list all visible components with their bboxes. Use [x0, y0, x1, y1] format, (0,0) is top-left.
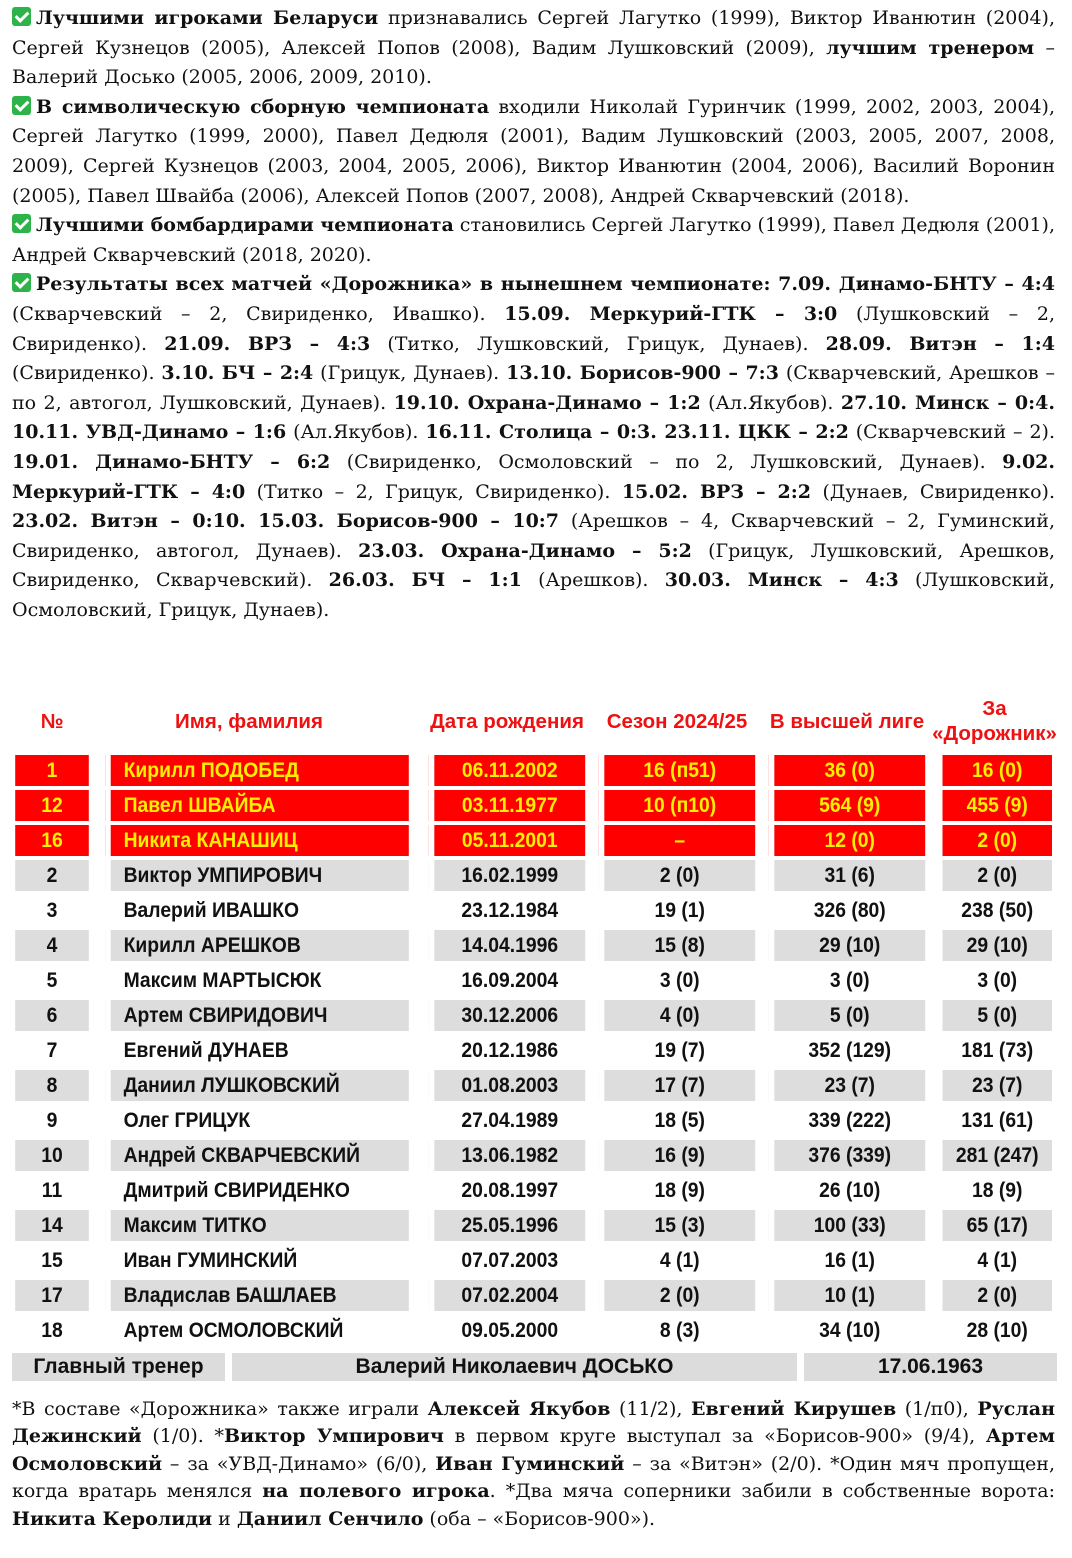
birth-date: 05.11.2001 — [429, 825, 585, 856]
player-number: 18 — [15, 1315, 89, 1346]
player-number: 5 — [15, 965, 89, 996]
birth-date: 06.11.2002 — [429, 755, 585, 786]
bold-text: Руслан Дежинский — [12, 1398, 1055, 1448]
bold-text: 23.02. Витэн – 0:10. 15.03. Борисов-900 – 10:7 — [12, 510, 560, 533]
bold-text: 3.10. БЧ – 2:4 — [161, 362, 314, 385]
season-stats: 18 (5) — [599, 1105, 755, 1136]
top-league-stats: 100 (33) — [769, 1210, 925, 1241]
birth-date: 20.08.1997 — [429, 1175, 585, 1206]
text-run: в первом круге выступал за «Борисов-900» (9/4), — [443, 1425, 986, 1448]
header-for-club: За «Дорожник» — [932, 697, 1057, 745]
club-stats: 65 (17) — [937, 1210, 1052, 1241]
top-league-stats: 23 (7) — [769, 1070, 925, 1101]
bold-text: Лучшими игроками Беларуси — [36, 7, 379, 29]
bold-text: 15.02. ВРЗ – 2:2 — [621, 480, 811, 503]
roster-body — [12, 755, 1057, 1346]
player-name: Дмитрий СВИРИДЕНКО — [105, 1175, 409, 1206]
season-stats: 10 (п10) — [599, 790, 755, 821]
season-stats: 4 (0) — [599, 1000, 755, 1031]
bold-text: 9.02. Меркурий-ГТК – 4:0 — [12, 450, 1056, 503]
player-number: 7 — [15, 1035, 89, 1066]
bold-text: 28.09. Витэн – 1:4 — [825, 332, 1056, 355]
player-name: Максим МАРТЫСЮК — [105, 965, 409, 996]
text-run: . *Два мяча соперники забили в собственные ворота: — [489, 1480, 1055, 1503]
bold-text: 21.09. ВРЗ – 4:3 — [164, 332, 371, 355]
table-row — [12, 1070, 1057, 1101]
bold-text: Даниил Сенчило — [236, 1507, 424, 1530]
table-row — [12, 1140, 1057, 1171]
player-number: 9 — [15, 1105, 89, 1136]
player-number: 8 — [15, 1070, 89, 1101]
text-run: – Валерий Досько (2005, 2006, 2009, 2010). — [12, 36, 1055, 89]
season-stats: 17 (7) — [599, 1070, 755, 1101]
birth-date: 16.09.2004 — [429, 965, 585, 996]
club-stats: 131 (61) — [937, 1105, 1052, 1136]
text-run: *В составе «Дорожника» также играли — [12, 1398, 428, 1420]
club-stats: 29 (10) — [937, 930, 1052, 961]
table-row — [12, 1245, 1057, 1276]
club-stats: 28 (10) — [937, 1315, 1052, 1346]
article-text — [12, 4, 1055, 625]
birth-date: 07.02.2004 — [429, 1280, 585, 1311]
top-league-stats: 12 (0) — [769, 825, 925, 856]
top-league-stats: 26 (10) — [769, 1175, 925, 1206]
player-number: 16 — [15, 825, 89, 856]
top-league-stats: 376 (339) — [769, 1140, 925, 1171]
club-stats: 3 (0) — [937, 965, 1052, 996]
bold-text: Никита Керолиди — [12, 1507, 213, 1530]
player-number: 12 — [15, 790, 89, 821]
player-name: Валерий ИВАШКО — [105, 895, 409, 926]
season-stats: 18 (9) — [599, 1175, 755, 1206]
player-number: 2 — [15, 860, 89, 891]
bold-text: Артем Осмоловский — [12, 1425, 1055, 1475]
birth-date: 13.06.1982 — [429, 1140, 585, 1171]
player-number: 6 — [15, 1000, 89, 1031]
player-number: 4 — [15, 930, 89, 961]
bold-text: Виктор Умпирович — [223, 1425, 444, 1448]
player-name: Павел ШВАЙБА — [105, 790, 409, 821]
top-league-stats: 10 (1) — [769, 1280, 925, 1311]
table-row — [12, 1315, 1057, 1346]
text-run: (Титко – 2, Грицук, Свириденко). — [245, 480, 622, 503]
player-name: Виктор УМПИРОВИЧ — [105, 860, 409, 891]
top-league-stats: 339 (222) — [769, 1105, 925, 1136]
text-run: входили Николай Гуринчик (1999, 2002, 2003, 2004), Сергей Лагутко (1999, 2000), Павел Дедюля (2001), Вадим Лушковский (2003, 2005, 2007, 2008, 2009), Сергей Кузнецов (2003, 2004, 2005, 2006), Виктор Иванютин (2004, 2006), Василий Воронин (2005), Павел Швайба (2006), Алексей Попов (2007, 2008), Андрей Скварчевский (2018). — [12, 95, 1055, 207]
text-run: (Скварчевский – 2, Свириденко, Ивашко). — [12, 302, 505, 325]
club-stats: 16 (0) — [937, 755, 1052, 786]
club-stats: 4 (1) — [937, 1245, 1052, 1276]
text-run: – за «УВД-Динамо» (6/0), — [162, 1452, 436, 1475]
text-run: (Ал.Якубов). — [700, 391, 841, 414]
table-row — [12, 965, 1057, 996]
coach-row — [12, 1353, 1057, 1381]
paragraph-match-results — [12, 270, 1055, 625]
top-league-stats: 5 (0) — [769, 1000, 925, 1031]
club-stats: 5 (0) — [937, 1000, 1052, 1031]
club-stats: 2 (0) — [937, 825, 1052, 856]
bold-text: Евгений Кирушев — [691, 1398, 897, 1420]
text-run: (Свириденко, Осмоловский – по 2, Лушковский, Дунаев). — [330, 450, 1003, 473]
season-stats: 2 (0) — [599, 1280, 755, 1311]
top-league-stats: 16 (1) — [769, 1245, 925, 1276]
birth-date: 03.11.1977 — [429, 790, 585, 821]
check-icon — [12, 7, 31, 26]
birth-date: 23.12.1984 — [429, 895, 585, 926]
birth-date: 30.12.2006 — [429, 1000, 585, 1031]
birth-date: 01.08.2003 — [429, 1070, 585, 1101]
bold-text: В символическую сборную чемпионата — [36, 95, 490, 118]
player-name: Кирилл АРЕШКОВ — [105, 930, 409, 961]
club-stats: 281 (247) — [937, 1140, 1052, 1171]
club-stats: 2 (0) — [937, 860, 1052, 891]
bold-text: Результаты всех матчей «Дорожника» в нынешнем чемпионате: 7.09. Динамо-БНТУ – 4:4 — [36, 273, 1055, 296]
text-run: (Ал.Якубов). — [286, 421, 426, 444]
player-name: Евгений ДУНАЕВ — [105, 1035, 409, 1066]
season-stats: – — [599, 825, 755, 856]
table-row — [12, 790, 1057, 821]
bold-text: Алексей Якубов — [427, 1398, 611, 1420]
top-league-stats: 34 (10) — [769, 1315, 925, 1346]
header-dob: Дата рождения — [430, 709, 584, 733]
bold-text: Лучшими бомбардирами чемпионата — [36, 214, 454, 237]
birth-date: 07.07.2003 — [429, 1245, 585, 1276]
coach-label: Главный тренер — [12, 1353, 225, 1381]
bold-text: 19.10. Охрана-Динамо – 1:2 — [393, 391, 701, 414]
check-icon — [12, 273, 31, 292]
birth-date: 25.05.1996 — [429, 1210, 585, 1241]
paragraph-top-scorers — [12, 211, 1055, 270]
birth-date: 27.04.1989 — [429, 1105, 585, 1136]
top-league-stats: 29 (10) — [769, 930, 925, 961]
club-stats: 2 (0) — [937, 1280, 1052, 1311]
season-stats: 4 (1) — [599, 1245, 755, 1276]
season-stats: 15 (8) — [599, 930, 755, 961]
paragraph-best-players — [12, 4, 1055, 93]
top-league-stats: 326 (80) — [769, 895, 925, 926]
season-stats: 19 (1) — [599, 895, 755, 926]
table-row — [12, 860, 1057, 891]
table-header-row — [12, 694, 1057, 751]
player-number: 11 — [15, 1175, 89, 1206]
text-run: (Грицук, Дунаев). — [313, 362, 507, 385]
table-row — [12, 1105, 1057, 1136]
table-row — [12, 1175, 1057, 1206]
player-name: Иван ГУМИНСКИЙ — [105, 1245, 409, 1276]
text-run: (Арешков). — [521, 569, 665, 592]
table-row — [12, 930, 1057, 961]
text-run: признавались Сергей Лагутко (1999), Виктор Иванютин (2004), Сергей Кузнецов (2005), Алексей Попов (2008), Вадим Лушковский (2009), — [12, 7, 1056, 59]
bold-text: 27.10. Минск – 0:4. 10.11. УВД-Динамо – 1:6 — [12, 391, 1055, 444]
club-stats: 181 (73) — [937, 1035, 1052, 1066]
top-league-stats: 36 (0) — [769, 755, 925, 786]
season-stats: 16 (п51) — [599, 755, 755, 786]
player-number: 1 — [15, 755, 89, 786]
season-stats: 8 (3) — [599, 1315, 755, 1346]
header-name: Имя, фамилия — [175, 709, 323, 733]
top-league-stats: 31 (6) — [769, 860, 925, 891]
player-name: Никита КАНАШИЦ — [105, 825, 409, 856]
season-stats: 2 (0) — [599, 860, 755, 891]
text-run: – за «Витэн» (2/0). *Один мяч пропущен, когда вратарь менялся — [12, 1452, 1055, 1503]
season-stats: 16 (9) — [599, 1140, 755, 1171]
player-name: Даниил ЛУШКОВСКИЙ — [105, 1070, 409, 1101]
club-stats: 23 (7) — [937, 1070, 1052, 1101]
table-row — [12, 895, 1057, 926]
table-row — [12, 1000, 1057, 1031]
player-name: Олег ГРИЦУК — [105, 1105, 409, 1136]
season-stats: 19 (7) — [599, 1035, 755, 1066]
text-run: (оба – «Борисов-900»). — [423, 1507, 656, 1530]
bold-text: 16.11. Столица – 0:3. 23.11. ЦКК – 2:2 — [425, 421, 849, 444]
header-top-league: В высшей лиге — [769, 709, 925, 733]
paragraph-symbolic-team — [12, 93, 1055, 211]
check-icon — [12, 214, 31, 233]
top-league-stats: 564 (9) — [769, 790, 925, 821]
bold-text: 26.03. БЧ – 1:1 — [328, 569, 522, 592]
player-name: Артем СВИРИДОВИЧ — [105, 1000, 409, 1031]
header-season: Сезон 2024/25 — [606, 709, 748, 733]
birth-date: 20.12.1986 — [429, 1035, 585, 1066]
header-num: № — [40, 709, 64, 733]
text-run: (1/п0), — [896, 1398, 978, 1420]
birth-date: 14.04.1996 — [429, 930, 585, 961]
table-row — [12, 825, 1057, 856]
club-stats: 18 (9) — [937, 1175, 1052, 1206]
text-run: (Грицук, Лушковский, Арешков, Свириденко, Скварчевский). — [12, 539, 1056, 592]
player-number: 10 — [15, 1140, 89, 1171]
text-run: (1/0). * — [141, 1425, 224, 1448]
bold-text: лучшим тренером — [826, 36, 1035, 59]
text-run: (Дунаев, Свириденко). — [811, 480, 1055, 503]
coach-dob: 17.06.1963 — [804, 1353, 1057, 1381]
player-name: Владислав БАШЛАЕВ — [105, 1280, 409, 1311]
player-number: 17 — [15, 1280, 89, 1311]
text-run: (Арешков – 4, Скварчевский – 2, Гуминский, Свириденко, автогол, Дунаев). — [12, 510, 1055, 562]
footnotes — [12, 1396, 1055, 1533]
bold-text: 23.03. Охрана-Динамо – 5:2 — [358, 539, 692, 562]
table-row — [12, 1280, 1057, 1311]
bold-text: 15.09. Меркурий-ГТК – 3:0 — [504, 302, 838, 325]
player-number: 14 — [15, 1210, 89, 1241]
bold-text: Иван Гуминский — [435, 1452, 625, 1475]
check-icon — [12, 96, 31, 115]
text-run: (Лушковский – 2, Свириденко). — [12, 302, 1055, 355]
player-number: 3 — [15, 895, 89, 926]
table-row — [12, 755, 1057, 786]
text-run: (Лушковский, Осмоловский, Грицук, Дунаев). — [12, 569, 1056, 621]
text-run: (Свириденко). — [12, 362, 162, 385]
season-stats: 3 (0) — [599, 965, 755, 996]
text-run: (Скварчевский, Арешков – по 2, автогол, Лушковский, Дунаев). — [12, 362, 1055, 414]
top-league-stats: 3 (0) — [769, 965, 925, 996]
text-run: (Титко, Лушковский, Грицук, Дунаев). — [370, 332, 826, 355]
text-run: и — [212, 1507, 237, 1530]
player-name: Андрей СКВАРЧЕВСКИЙ — [105, 1140, 409, 1171]
table-row — [12, 1035, 1057, 1066]
bold-text: на полевого игрока — [262, 1480, 490, 1503]
top-league-stats: 352 (129) — [769, 1035, 925, 1066]
text-run: становились Сергей Лагутко (1999), Павел Дедюля (2001), Андрей Скварчевский (2018, 2020). — [12, 214, 1056, 266]
player-name: Кирилл ПОДОБЕД — [105, 755, 409, 786]
birth-date: 09.05.2000 — [429, 1315, 585, 1346]
club-stats: 238 (50) — [937, 895, 1052, 926]
coach-name: Валерий Николаевич ДОСЬКО — [232, 1353, 797, 1381]
table-row — [12, 1210, 1057, 1241]
player-number: 15 — [15, 1245, 89, 1276]
roster-table — [12, 690, 1057, 1350]
text-run: (Скварчевский – 2). — [848, 421, 1055, 444]
birth-date: 16.02.1999 — [429, 860, 585, 891]
bold-text: 13.10. Борисов-900 – 7:3 — [506, 362, 779, 385]
player-name: Максим ТИТКО — [105, 1210, 409, 1241]
text-run: (11/2), — [610, 1398, 692, 1420]
player-name: Артем ОСМОЛОВСКИЙ — [105, 1315, 409, 1346]
bold-text: 30.03. Минск – 4:3 — [664, 569, 899, 592]
bold-text: 19.01. Динамо-БНТУ – 6:2 — [12, 450, 331, 473]
season-stats: 15 (3) — [599, 1210, 755, 1241]
club-stats: 455 (9) — [937, 790, 1052, 821]
